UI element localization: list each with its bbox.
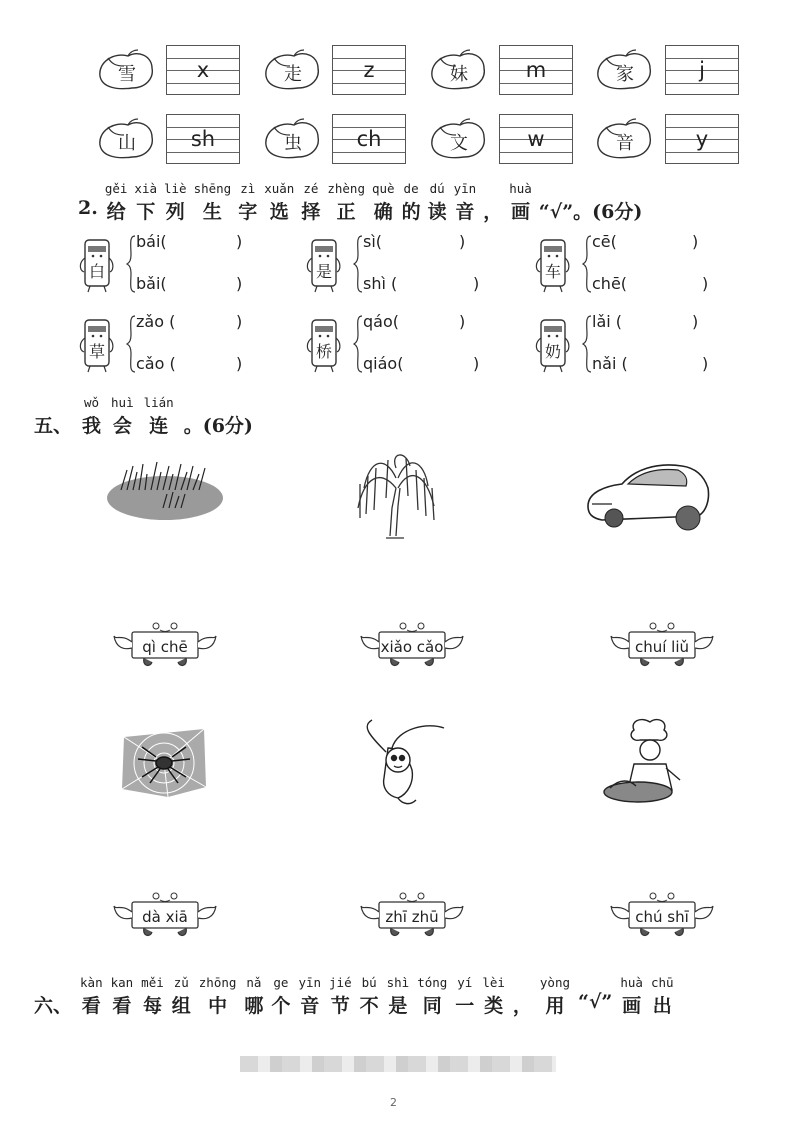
close-paren: )	[236, 312, 243, 331]
pinyin-char-cell	[144, 395, 174, 437]
pinyin-char-cell	[539, 181, 643, 223]
choice-brace	[126, 235, 136, 297]
pinyin-char-cell	[34, 395, 72, 437]
close-paren: )	[473, 274, 480, 293]
pinyin-char-cell	[482, 975, 505, 1017]
pinyin-text: què	[372, 181, 395, 196]
character-phone-icon	[532, 234, 572, 296]
leaf-char-box	[426, 117, 490, 161]
pinyin-char-cell	[483, 181, 502, 223]
hanzi-text: 正	[336, 201, 356, 223]
question-2-heading	[78, 181, 642, 223]
four-line-grid	[665, 114, 739, 164]
pinyin-char-cell	[164, 181, 187, 223]
close-paren: )	[702, 354, 709, 373]
leaf-character: 音	[616, 133, 634, 154]
choice-brace	[582, 315, 592, 377]
hanzi-text: 下	[136, 201, 156, 223]
hanzi-text: 音	[300, 995, 320, 1017]
pinyin-text: tóng	[417, 975, 448, 990]
grid-line	[333, 152, 405, 153]
initial-letter: x	[196, 58, 210, 82]
pinyin-char-cell	[298, 975, 321, 1017]
hanzi-text: 不	[359, 995, 379, 1017]
pinyin-text: zé	[303, 181, 319, 196]
pinyin-char-cell	[327, 181, 365, 223]
pinyin-char-cell	[301, 181, 320, 223]
pinyin-char-cell	[244, 975, 263, 1017]
close-paren: )	[702, 274, 709, 293]
shrimp-image	[358, 718, 448, 810]
close-paren: )	[459, 232, 466, 251]
character-phone-icon	[76, 314, 116, 376]
hanzi-text: 择	[301, 201, 321, 223]
pinyin-option-2[interactable]: bǎi(	[136, 274, 167, 293]
grid-line	[167, 152, 239, 153]
hanzi-text: 读	[427, 201, 447, 223]
pinyin-text: nǎ	[246, 975, 262, 990]
word-card[interactable]	[357, 618, 467, 676]
pinyin-text: gěi	[104, 181, 128, 196]
character-phone-icon	[303, 234, 343, 296]
four-line-grid	[332, 114, 406, 164]
pinyin-option-1[interactable]: sì(	[363, 232, 383, 251]
pinyin-char-cell	[141, 975, 164, 1017]
pinyin-text: kan	[110, 975, 134, 990]
grid-line	[167, 83, 239, 84]
grass-image	[103, 452, 223, 524]
word-card[interactable]	[357, 888, 467, 946]
blurred-footer-text	[240, 1056, 556, 1072]
initial-letter: ch	[356, 127, 382, 151]
section-5-heading	[34, 395, 253, 437]
pinyin-text: chū	[650, 975, 674, 990]
pinyin-text: lèi	[482, 975, 505, 990]
pinyin-char-cell	[271, 975, 290, 1017]
pinyin-text: dú	[429, 181, 445, 196]
phone-character: 白	[88, 262, 105, 281]
character-phone-icon	[303, 314, 343, 376]
leaf-char-box	[94, 48, 158, 92]
page-number: 2	[390, 1096, 397, 1109]
hanzi-text: 看	[112, 995, 132, 1017]
phone-character: 是	[315, 262, 332, 281]
pinyin-text: yīn	[453, 181, 477, 196]
pinyin-char-cell	[134, 181, 157, 223]
phone-character: 车	[544, 262, 561, 281]
pinyin-option-2[interactable]: shì (	[363, 274, 398, 293]
pinyin-char-cell	[238, 181, 257, 223]
phone-character: 桥	[315, 342, 332, 361]
close-paren: )	[236, 274, 243, 293]
character-phone-icon	[532, 314, 572, 376]
pinyin-text: zì	[240, 181, 256, 196]
word-card-pinyin: chuí liǔ	[634, 638, 690, 656]
hanzi-text: 节	[330, 995, 350, 1017]
leaf-character: 雪	[118, 64, 136, 85]
hanzi-text: 组	[171, 995, 191, 1017]
pinyin-char-cell	[360, 975, 379, 1017]
hanzi-text: 的	[401, 201, 421, 223]
pinyin-text: ge	[273, 975, 289, 990]
pinyin-char-cell	[194, 181, 232, 223]
pinyin-text: zhōng	[198, 975, 237, 990]
leaf-char-box	[592, 48, 656, 92]
pinyin-text: de	[403, 181, 419, 196]
four-line-grid	[499, 114, 573, 164]
initial-letter: j	[699, 58, 705, 82]
pinyin-char-cell	[428, 181, 447, 223]
chef-image	[600, 716, 684, 808]
pinyin-option-2[interactable]: cǎo (	[136, 354, 176, 373]
hanzi-text: 五、	[34, 415, 73, 437]
pinyin-char-cell	[172, 975, 191, 1017]
four-line-grid	[332, 45, 406, 95]
pinyin-char-cell	[111, 975, 134, 1017]
pinyin-option-2[interactable]: qiáo(	[363, 354, 404, 373]
word-card-pinyin: zhī zhū	[385, 908, 439, 926]
hanzi-text: 个	[271, 995, 291, 1017]
pinyin-char-cell	[513, 975, 532, 1017]
pinyin-char-cell	[199, 975, 237, 1017]
pinyin-text: huì	[111, 395, 134, 410]
pinyin-char-cell	[454, 181, 477, 223]
pinyin-text: měi	[141, 975, 164, 990]
hanzi-text: 我	[82, 415, 102, 437]
hanzi-text: 看	[81, 995, 101, 1017]
leaf-char-box	[592, 117, 656, 161]
pinyin-text: lián	[143, 395, 174, 410]
choice-brace	[126, 315, 136, 377]
hanzi-text: 确	[373, 201, 393, 223]
choice-brace	[353, 235, 363, 297]
hanzi-text: 选	[269, 201, 289, 223]
word-card-pinyin: qì chē	[142, 638, 188, 656]
pinyin-char-cell	[105, 181, 128, 223]
pinyin-char-cell	[620, 975, 643, 1017]
hanzi-text: 列	[165, 201, 185, 223]
hanzi-text: 出	[652, 995, 672, 1017]
leaf-char-box	[260, 117, 324, 161]
leaf-character: 虫	[284, 133, 302, 154]
close-paren: )	[459, 312, 466, 331]
pinyin-char-cell	[578, 975, 612, 1017]
close-paren: )	[692, 312, 699, 331]
hanzi-text: 音	[455, 201, 475, 223]
grid-line	[666, 83, 738, 84]
character-phone-icon	[76, 234, 116, 296]
pinyin-char-cell	[417, 975, 447, 1017]
pinyin-text: huà	[509, 181, 532, 196]
hanzi-text: 用	[545, 995, 565, 1017]
hanzi-text: 给	[106, 201, 126, 223]
phone-character: 草	[88, 342, 105, 361]
pinyin-char-cell	[111, 395, 134, 437]
four-line-grid	[166, 114, 240, 164]
initial-letter: sh	[190, 127, 216, 151]
pinyin-char-cell	[651, 975, 674, 1017]
hanzi-text: 一	[455, 995, 475, 1017]
close-paren: )	[236, 232, 243, 251]
leaf-character: 山	[118, 133, 136, 154]
pinyin-option-2[interactable]: nǎi (	[592, 354, 628, 373]
pinyin-char-cell	[264, 181, 294, 223]
initial-letter: z	[363, 58, 375, 82]
four-line-grid	[665, 45, 739, 95]
pinyin-text: yí	[457, 975, 473, 990]
pinyin-option-1[interactable]: lǎi (	[592, 312, 623, 331]
pinyin-option-1[interactable]: bái(	[136, 232, 167, 251]
phone-character: 奶	[544, 342, 561, 361]
pinyin-option-1[interactable]: qáo(	[363, 312, 399, 331]
pinyin-char-cell	[184, 395, 253, 437]
choice-brace	[582, 235, 592, 297]
leaf-char-box	[426, 48, 490, 92]
pinyin-char-cell	[34, 975, 72, 1017]
leaf-char-box	[94, 117, 158, 161]
hanzi-text: 会	[112, 415, 132, 437]
word-card-pinyin: dà xiā	[142, 908, 188, 926]
pinyin-char-cell	[387, 975, 410, 1017]
hanzi-text: ，	[512, 995, 532, 1017]
pinyin-char-cell	[540, 975, 570, 1017]
close-paren: )	[236, 354, 243, 373]
spider-web-image	[118, 727, 210, 799]
word-card[interactable]	[607, 618, 717, 676]
pinyin-text: wǒ	[83, 395, 100, 410]
hanzi-text: “√”。(6分)	[538, 201, 643, 223]
pinyin-text: zǔ	[173, 975, 189, 990]
pinyin-char-cell	[329, 975, 352, 1017]
pinyin-text: shēng	[193, 181, 232, 196]
hanzi-text: 类	[484, 995, 504, 1017]
hanzi-text: 六、	[34, 995, 73, 1017]
hanzi-text: 是	[388, 995, 408, 1017]
grid-line	[500, 83, 572, 84]
pinyin-char-cell	[402, 181, 421, 223]
word-card[interactable]	[607, 888, 717, 946]
hanzi-text: 中	[208, 995, 228, 1017]
hanzi-text: 连	[149, 415, 169, 437]
pinyin-option-1[interactable]: zǎo (	[136, 312, 176, 331]
pinyin-text: kàn	[80, 975, 103, 990]
pinyin-text: yīn	[298, 975, 322, 990]
hanzi-text: 。(6分)	[183, 415, 253, 437]
pinyin-text: xuǎn	[264, 181, 295, 196]
pinyin-char-cell	[80, 975, 103, 1017]
hanzi-text: 字	[238, 201, 258, 223]
grid-line	[500, 152, 572, 153]
pinyin-text: shì	[386, 975, 410, 990]
leaf-character: 家	[616, 64, 634, 85]
willow-tree-image	[350, 448, 440, 540]
initial-letter: y	[695, 127, 709, 151]
pinyin-text: huà	[620, 975, 643, 990]
hanzi-text: 同	[422, 995, 442, 1017]
word-card[interactable]	[110, 888, 220, 946]
pinyin-char-cell	[455, 975, 474, 1017]
close-paren: )	[692, 232, 699, 251]
pinyin-text: bú	[361, 975, 377, 990]
leaf-char-box	[260, 48, 324, 92]
pinyin-char-cell	[509, 181, 532, 223]
word-card[interactable]	[110, 618, 220, 676]
hanzi-text: 画	[622, 995, 642, 1017]
grid-line	[333, 83, 405, 84]
hanzi-text: 画	[510, 201, 530, 223]
pinyin-text: xià	[134, 181, 157, 196]
leaf-character: 文	[450, 133, 468, 154]
hanzi-text: 生	[202, 201, 222, 223]
four-line-grid	[499, 45, 573, 95]
four-line-grid	[166, 45, 240, 95]
pinyin-text: yòng	[539, 975, 571, 990]
initial-letter: w	[527, 127, 545, 151]
section-6-heading	[34, 975, 674, 1017]
pinyin-text: jié	[329, 975, 352, 990]
pinyin-option-1[interactable]: cē(	[592, 232, 617, 251]
pinyin-text: zhèng	[327, 181, 365, 196]
hanzi-text: 哪	[244, 995, 264, 1017]
close-paren: )	[473, 354, 480, 373]
hanzi-text: “√”	[578, 991, 613, 1013]
hanzi-text: 每	[142, 995, 162, 1017]
word-card-pinyin: chú shī	[635, 908, 689, 926]
leaf-character: 妹	[450, 64, 468, 85]
choice-brace	[353, 315, 363, 377]
pinyin-char-cell	[82, 395, 101, 437]
pinyin-char-cell	[372, 181, 395, 223]
word-card-pinyin: xiǎo cǎo	[380, 638, 444, 656]
hanzi-text: ，	[483, 201, 503, 223]
leaf-character: 走	[284, 64, 302, 85]
hanzi-text: 2.	[78, 197, 98, 219]
pinyin-char-cell	[78, 181, 98, 223]
car-image	[582, 456, 712, 540]
pinyin-option-2[interactable]: chē(	[592, 274, 628, 293]
grid-line	[666, 152, 738, 153]
initial-letter: m	[525, 58, 547, 82]
pinyin-text: liè	[164, 181, 187, 196]
